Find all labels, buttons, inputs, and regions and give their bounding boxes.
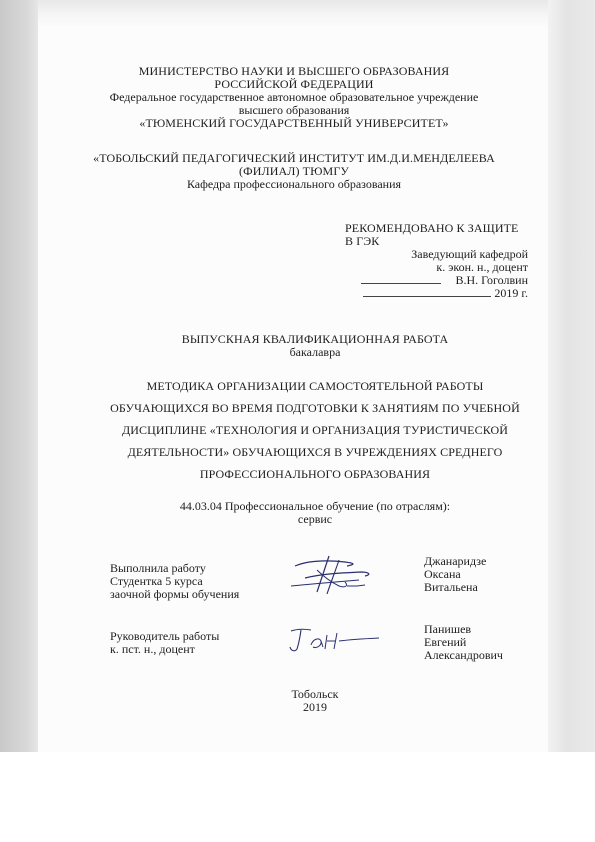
- author-signature: [287, 552, 382, 600]
- ministry-line: РОССИЙСКОЙ ФЕДЕРАЦИИ: [214, 77, 374, 91]
- work-level: бакалавра: [289, 345, 341, 359]
- work-type-block: [40, 333, 590, 359]
- head-name: В.Н. Гоголвин: [455, 273, 528, 287]
- title-line: ПРОФЕССИОНАЛЬНОГО ОБРАЗОВАНИЯ: [199, 467, 431, 481]
- title-line: МЕТОДИКА ОРГАНИЗАЦИИ САМОСТОЯТЕЛЬНОЙ РАБОТЫ: [146, 379, 484, 393]
- supervisor-name-line: Панишев: [424, 622, 472, 636]
- footer-year: 2019: [303, 700, 327, 714]
- institute-branch: (ФИЛИАЛ) ТЮМГУ: [239, 164, 349, 178]
- ministry-header: [40, 65, 548, 130]
- ministry-line: МИНИСТЕРСТВО НАУКИ И ВЫСШЕГО ОБРАЗОВАНИЯ: [138, 64, 450, 78]
- specialty-profile: сервис: [297, 512, 333, 526]
- supervisor-role: [110, 630, 270, 656]
- author-role: [110, 562, 270, 601]
- approval-year: 2019: [494, 286, 519, 300]
- author-role-line: Студентка 5 курса: [110, 574, 203, 588]
- supervisor-signature: [285, 625, 385, 655]
- approval-block: [338, 222, 528, 300]
- author-name: [424, 555, 534, 594]
- author-name-line: Оксана: [424, 567, 461, 581]
- specialty-code: 44.03.04 Профессиональное обучение (по отраслям):: [179, 499, 451, 513]
- ministry-line: высшего образования: [238, 103, 350, 117]
- ministry-line: Федеральное государственное автономное образовательное учреждение: [109, 90, 479, 104]
- supervisor-name: [424, 623, 534, 662]
- approval-heading: РЕКОМЕНДОВАНО К ЗАЩИТЕ: [345, 221, 519, 235]
- approval-commission: В ГЭК: [345, 234, 380, 248]
- approval-year-suffix: г.: [521, 286, 528, 300]
- date-line: [363, 287, 491, 297]
- supervisor-role-line: Руководитель работы: [110, 629, 220, 643]
- author-role-line: Выполнила работу: [110, 561, 206, 575]
- title-line: ДЕЯТЕЛЬНОСТИ» ОБУЧАЮЩИХСЯ В УЧРЕЖДЕНИЯХ СРЕДНЕГО: [127, 445, 503, 459]
- author-name-line: Витальена: [424, 580, 478, 594]
- author-role-line: заочной формы обучения: [110, 587, 240, 601]
- head-degree: к. экон. н., доцент: [436, 260, 528, 274]
- author-name-line: Джанаридзе: [424, 554, 487, 568]
- supervisor-name-line: Александрович: [424, 648, 503, 662]
- institute-header: [40, 152, 548, 191]
- city: Тобольск: [291, 687, 339, 701]
- title-line: ДИСЦИПЛИНЕ «ТЕХНОЛОГИЯ И ОРГАНИЗАЦИЯ ТУРИСТИЧЕСКОЙ: [121, 423, 509, 437]
- institute-name: «ТОБОЛЬСКИЙ ПЕДАГОГИЧЕСКИЙ ИНСТИТУТ ИМ.Д.И.МЕНДЕЛЕЕВА: [93, 151, 495, 165]
- supervisor-role-line: к. пст. н., доцент: [110, 642, 195, 656]
- signature-line: [361, 274, 441, 284]
- work-type: ВЫПУСКНАЯ КВАЛИФИКАЦИОННАЯ РАБОТА: [181, 332, 449, 346]
- specialty-block: [40, 500, 590, 526]
- thesis-title: [40, 375, 590, 485]
- scan-shadow-top: [38, 0, 548, 26]
- footer-block: [40, 688, 590, 714]
- university-name: «ТЮМЕНСКИЙ ГОСУДАРСТВЕННЫЙ УНИВЕРСИТЕТ»: [139, 116, 449, 130]
- approval-date-row: [338, 287, 528, 300]
- department-name: Кафедра профессионального образования: [186, 177, 402, 191]
- scan-shadow-left: [0, 0, 38, 752]
- head-of-department-label: Заведующий кафедрой: [411, 247, 528, 261]
- title-line: ОБУЧАЮЩИХСЯ ВО ВРЕМЯ ПОДГОТОВКИ К ЗАНЯТИЯМ ПО УЧЕБНОЙ: [110, 401, 520, 415]
- supervisor-name-line: Евгений: [424, 635, 467, 649]
